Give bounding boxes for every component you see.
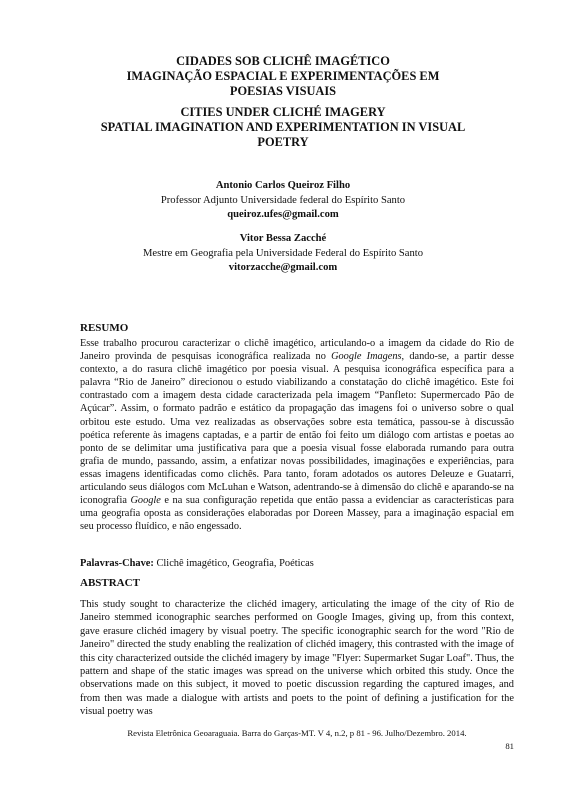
keywords-label: Palavras-Chave:	[80, 558, 154, 569]
author-name: Antonio Carlos Queiroz Filho	[215, 180, 351, 191]
title-pt-line-2: IMAGINAÇÃO ESPACIAL E EXPERIMENTAÇÕES EM	[126, 69, 440, 83]
page-number: 81	[505, 741, 514, 751]
author-affiliation: Professor Adjunto Universidade federal do Espírito Santo	[160, 194, 406, 206]
title-pt-line-3: POESIAS VISUAIS	[229, 84, 337, 98]
title-en-line-2: SPATIAL IMAGINATION AND EXPERIMENTATION IN VISUAL	[100, 120, 466, 134]
resumo-text-b: , dando-se, a partir desse contexto, a do rasura clichê imagético por poesia visual. A pesquisa iconográfica específica para a palavra “Rio de Janeiro” direcionou o estudo viabilizando a constatação do clichê imagético. Este foi contrastado com a imagem desta cidade caracterizada pela imagem “Panfleto: Supermercado Pão de Açúcar”. Assim, o formato padrão e estático da propagação das imagens foi o universo sobre o qual orbitou este estudo. Uma vez realizadas as observações sobre esta temática, passou-se à discussão poética referente às imagens captadas, e a partir de então foi feito um diálogo com artistas e poetas ao ponto de se delimitar uma justificativa para que a poesia visual fosse elaborada rumando para outra grafia de mundo, passando, assim, a enfatizar novas possibilidades, imaginações e experiências, para essas imagens identificadas como clichês. Para tanto, foram adotados os autores Deleuze e Guatarri, articulando seus diálogos com McLuhan e Watson, adentrando-se à dimensão do clichê e aparando-se na iconografia	[80, 351, 514, 507]
author-block-1	[80, 179, 486, 223]
abstract-paragraph: This study sought to characterize the clichéd imagery, articulating the image of the city of Rio de Janeiro stemmed iconographic searches performed on Google Images, giving up, from this context, gave erasure clichéd imagery by visual poetry. The specific iconographic search for the word "Rio de Janeiro" directed the study enabling the realization of clichéd imagery, this contrasted with the image of this city characterized outside the clichéd imagery by image "Flyer: Supermarket Sugar Loaf". Thus, the pattern and shape of the static images was spread on the universe which orbited this study. Once the observations made on this subject, it moved to poetic discussion regarding the captured images, and from then was made a dialogue with artists and poets to the point of defining a justification for the visual poetry was	[80, 599, 514, 718]
resumo-text-c: e na sua configuração repetida que então passa a evidenciar as características para uma geografia oposta as considerações elaboradas por Doreen Massey, para a imaginação espacial em seu processo fluídico, e não engessado.	[80, 495, 514, 533]
resumo-heading: RESUMO	[80, 322, 129, 334]
author-email[interactable]: queiroz.ufes@gmail.com	[227, 209, 339, 220]
keywords-line	[80, 558, 314, 569]
journal-footer: Revista Eletrônica Geoaraguaia. Barra do Garças-MT. V 4, n.2, p 81 - 96. Julho/Dezembro. 2014.	[127, 728, 467, 738]
title-en-line-3: POETRY	[257, 135, 309, 149]
author-name: Vitor Bessa Zacché	[239, 233, 327, 244]
abstract-heading: ABSTRACT	[80, 577, 140, 589]
keywords-value: Clichê imagético, Geografia, Poéticas	[153, 558, 314, 569]
author-block-2	[80, 232, 486, 276]
resumo-italic-google-imagens: Google Imagens	[331, 351, 402, 363]
title-en-line-1: CITIES UNDER CLICHÉ IMAGERY	[180, 105, 386, 119]
title-portuguese	[60, 54, 506, 99]
resumo-text-a: Esse trabalho procurou caracterizar o clichê imagético, articulando-o a imagem da cidade do Rio de Janeiro provinda de pesquisas iconográfica realizada no	[80, 338, 514, 363]
resumo-paragraph	[80, 337, 514, 533]
title-pt-line-1: CIDADES SOB CLICHÊ IMAGÉTICO	[176, 54, 390, 68]
author-affiliation: Mestre em Geografia pela Universidade Federal do Espírito Santo	[142, 247, 424, 259]
resumo-italic-google: Google	[130, 495, 161, 507]
author-email[interactable]: vitorzacche@gmail.com	[228, 262, 338, 273]
title-english	[60, 105, 506, 150]
